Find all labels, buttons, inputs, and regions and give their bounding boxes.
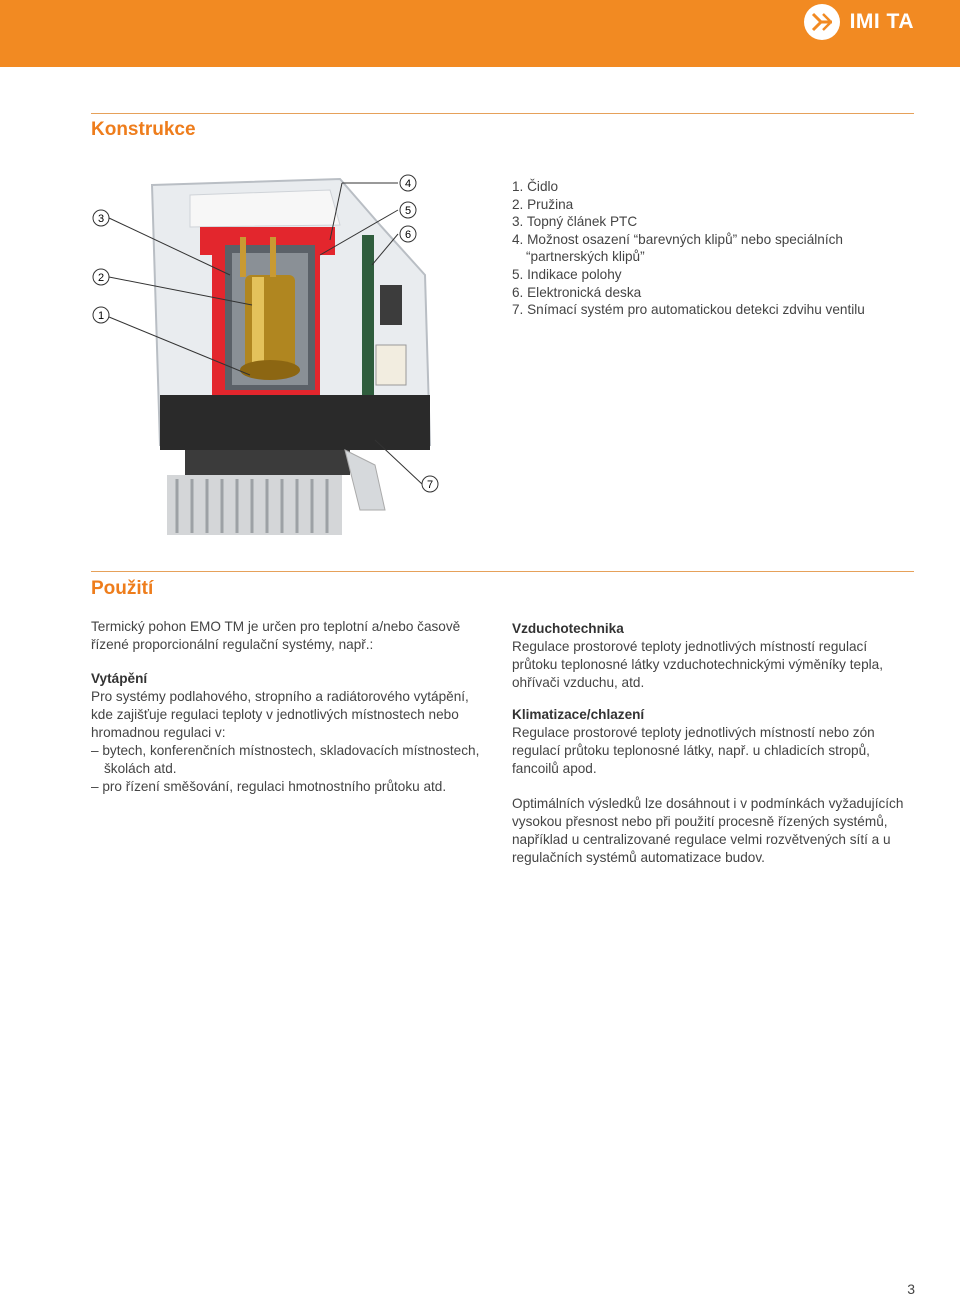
heading-klimatizace: Klimatizace/chlazení [512,707,645,722]
vzduchotechnika-line: Regulace prostorové teploty jednotlivých místností regulací [512,639,868,654]
brand-name: IMI TA [849,10,914,33]
callout-2: 2 [97,272,105,284]
vytapeni-bullet: – bytech, konferenčních místnostech, skladovacích místnostech, [91,743,480,758]
vzduchotechnika-line: ohřívači vzduchu, atd. [512,675,645,690]
part-item: 4. Možnost osazení “barevných klipů” nebo speciálních [512,231,843,247]
part-item: 2. Pružina [512,196,574,212]
imi-logo-icon [804,4,840,40]
callout-7: 7 [426,479,434,491]
klimatizace-line: regulací průtoku teplonosné látky, např. u chladicích stropů, [512,743,870,758]
callout-5: 5 [404,205,412,217]
page-number: 3 [907,1281,915,1297]
parts-list [512,178,912,319]
vytapeni-bullet: – pro řízení směšování, regulaci hmotnostního průtoku atd. [91,779,447,794]
klimatizace-line: fancoilů apod. [512,761,597,776]
part-item: 5. Indikace polohy [512,266,622,282]
part-item-continuation: “partnerských klipů” [526,249,645,265]
right-column [512,620,922,867]
section-rule-pouziti [91,571,914,572]
callout-6: 6 [404,229,412,241]
part-item: 3. Topný článek PTC [512,214,638,230]
intro-line: Termický pohon EMO TM je určen pro teplotní a/nebo časově [91,619,461,634]
vzduchotechnika-line: průtoku teplonosné látky vzduchotechnickými výměníky tepla, [512,657,883,672]
optimum-line: Optimálních výsledků lze dosáhnout i v podmínkách vyžadujících [512,796,904,811]
section-rule-konstrukce [91,113,914,114]
actuator-cutaway-diagram [80,165,460,545]
intro-line: řízené proporcionální regulační systémy, např.: [91,637,374,652]
part-item: 1. Čidlo [512,179,559,194]
vytapeni-bullet-cont: školách atd. [104,761,177,776]
section-title-konstrukce: Konstrukce [91,119,196,140]
klimatizace-line: Regulace prostorové teploty jednotlivých místností nebo zón [512,725,875,740]
brand-logo [804,3,914,41]
optimum-line: regulačních systémů automatizace budov. [512,850,765,865]
part-item: 6. Elektronická deska [512,284,642,300]
part-item: 7. Snímací systém pro automatickou detekci zdvihu ventilu [512,302,865,318]
header-bar [0,0,960,67]
left-column [91,618,501,796]
callout-4: 4 [404,178,412,190]
vytapeni-line: hromadnou regulaci v: [91,725,226,740]
callout-3: 3 [97,213,105,225]
section-title-pouziti: Použití [91,578,154,599]
heading-vytapeni: Vytápění [91,671,148,686]
heading-vzduchotechnika: Vzduchotechnika [512,621,624,636]
vytapeni-line: kde zajišťuje regulaci teploty v jednotlivých místnostech nebo [91,707,459,722]
vytapeni-line: Pro systémy podlahového, stropního a radiátorového vytápění, [91,689,469,704]
callout-1: 1 [97,310,105,322]
optimum-line: vysokou přesnost nebo při použití procesně řízených systémů, [512,814,888,829]
optimum-line: například u centralizované regulace velmi rozvětvených sítí a u [512,832,891,847]
